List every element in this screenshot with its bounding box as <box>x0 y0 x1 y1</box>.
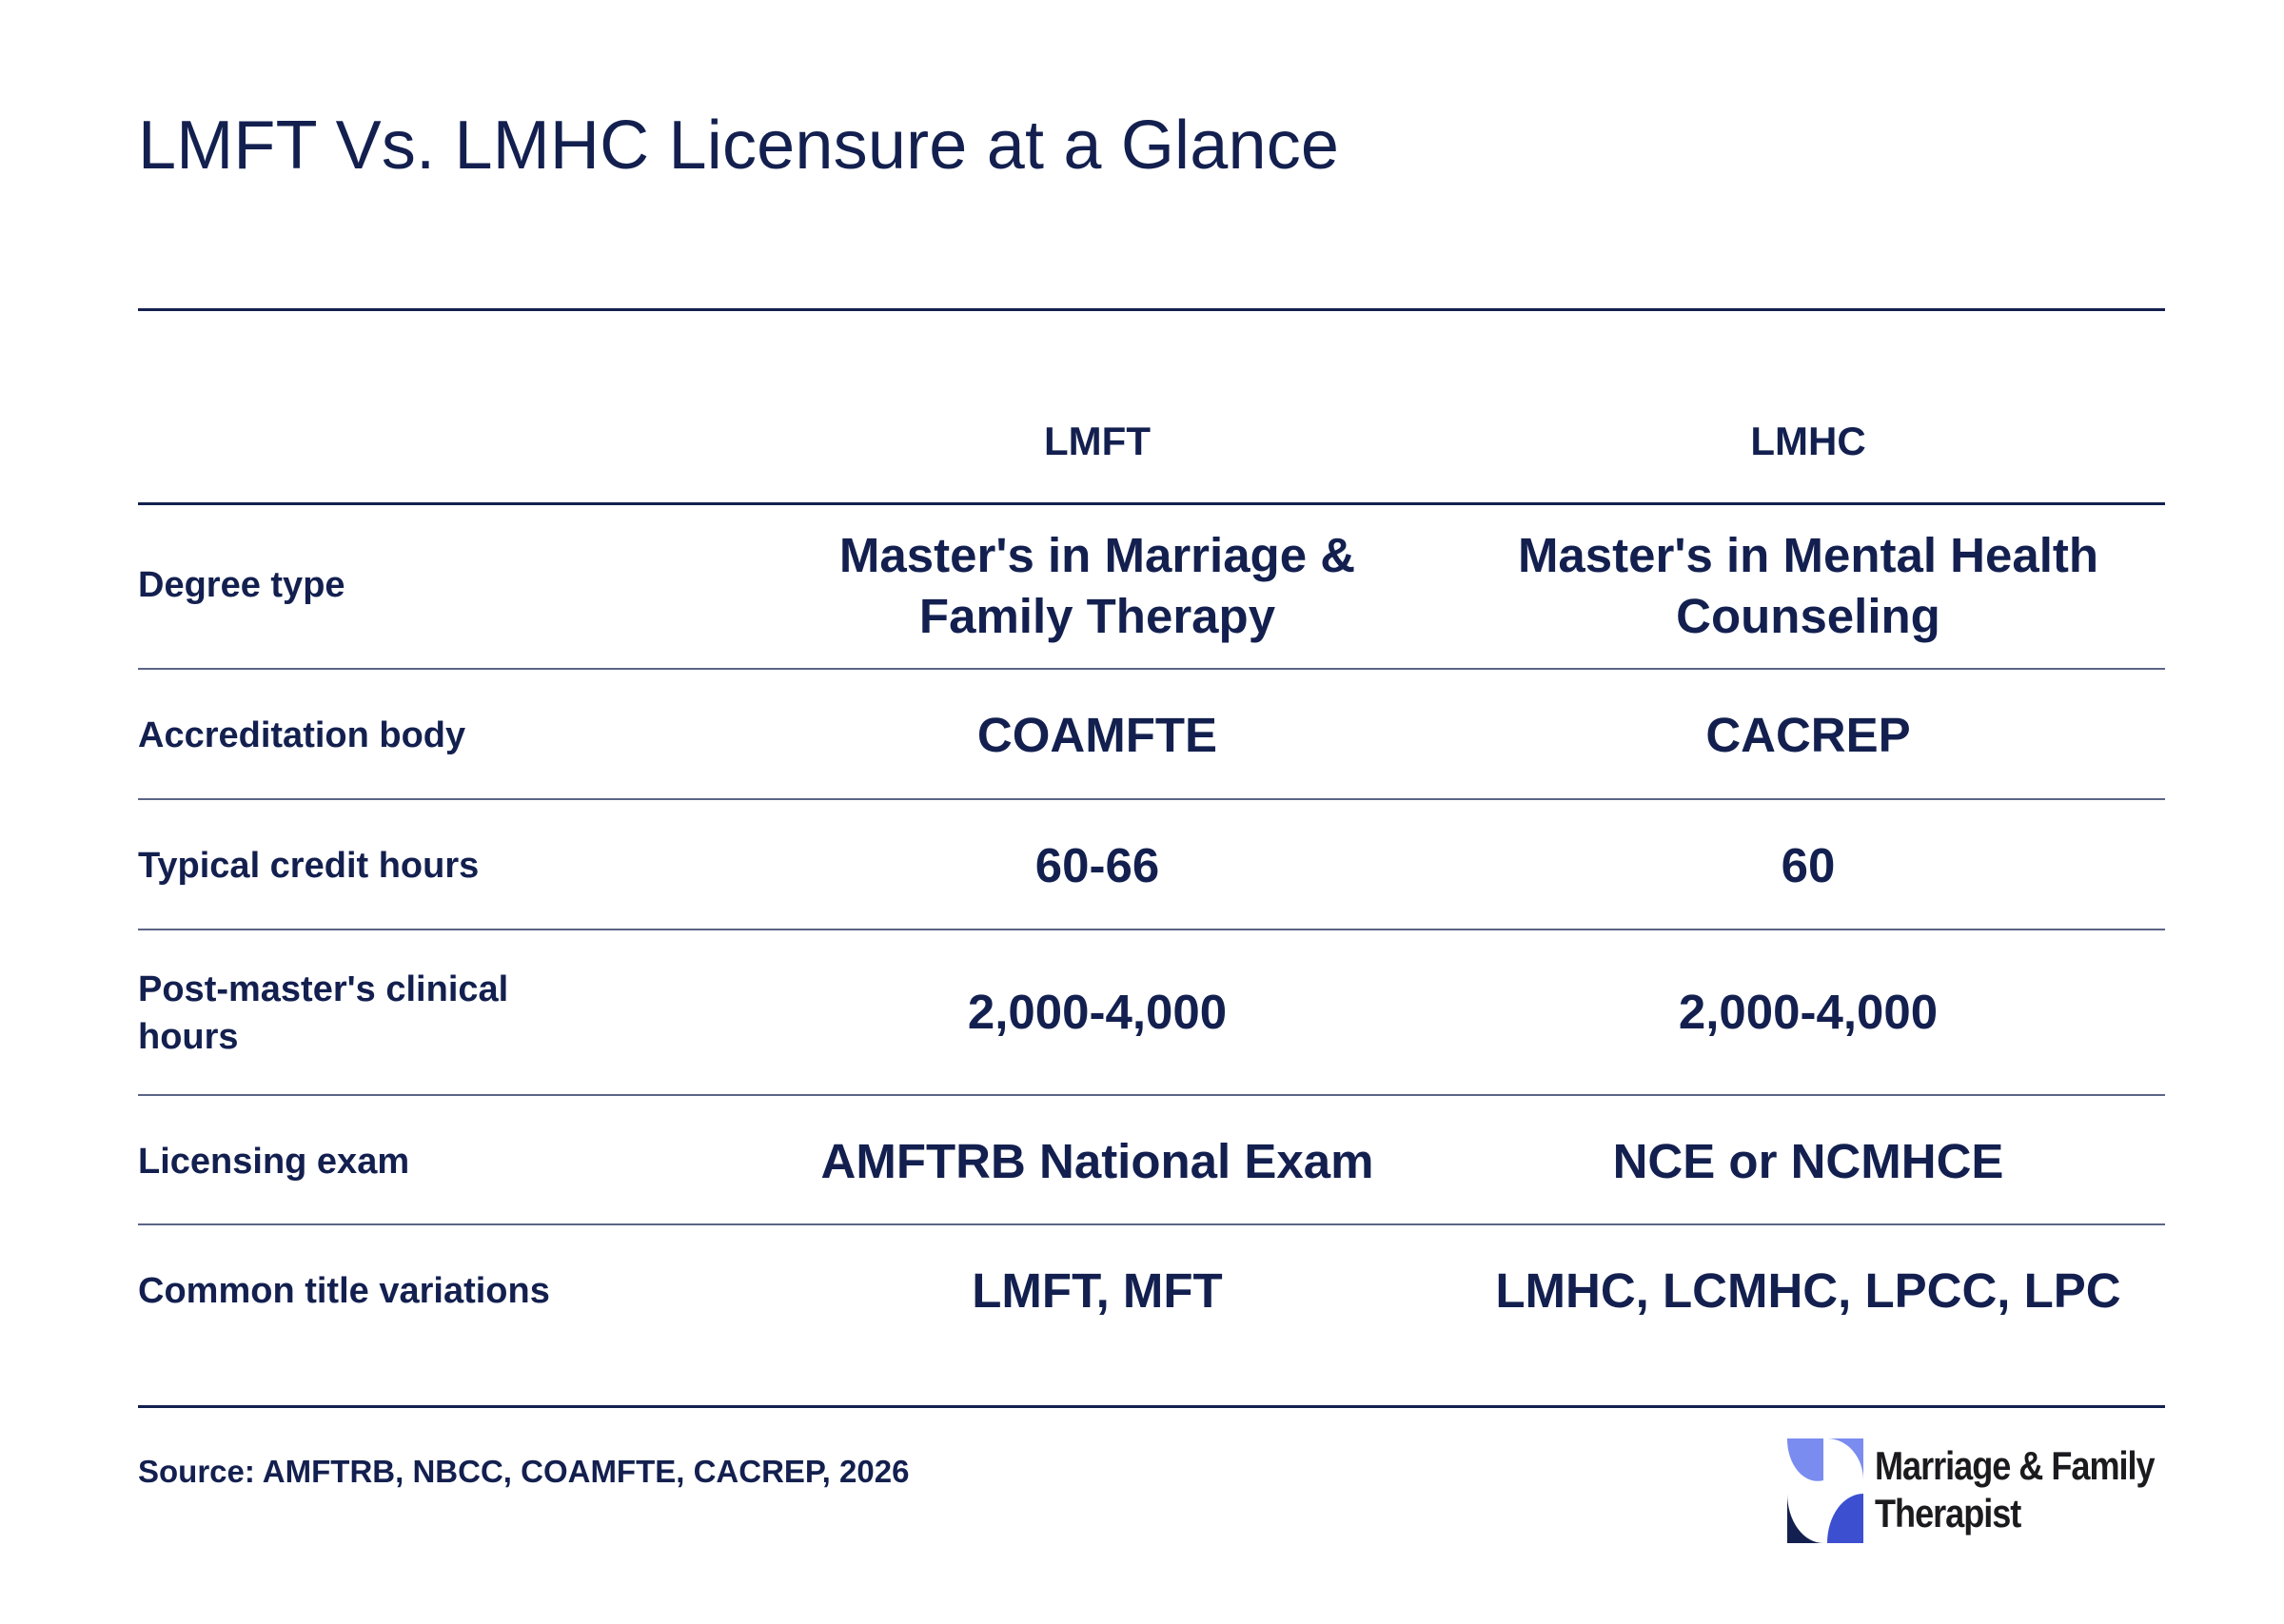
logo-line-1: Marriage & Family <box>1875 1443 2155 1488</box>
cell-lmft-accreditation-body: COAMFTE <box>976 708 1218 762</box>
row-label-typical-credit-hours: Typical credit hours <box>138 846 480 886</box>
row-label-degree-type: Degree type <box>138 565 345 605</box>
logo-line-2: Therapist <box>1875 1491 2021 1536</box>
cell-lmhc-licensing-exam: NCE or NCMHCE <box>1612 1134 2004 1188</box>
row-divider <box>138 929 2165 930</box>
row-divider <box>138 1223 2165 1225</box>
row-divider <box>138 798 2165 800</box>
cell-lmhc-post-masters-clinical-hours: 2,000-4,000 <box>1678 985 1939 1039</box>
brand-logo <box>1787 1438 2168 1545</box>
page-title: LMFT Vs. LMHC Licensure at a Glance <box>138 108 1340 184</box>
cell-lmhc-accreditation-body: CACREP <box>1705 708 1911 762</box>
pinwheel-logo-icon <box>1787 1438 1863 1543</box>
cell-lmhc-common-title-variations: LMHC, LCMHC, LPCC, LPC <box>1495 1263 2121 1318</box>
cell-lmft-typical-credit-hours: 60-66 <box>1034 838 1160 892</box>
cell-lmft-common-title-variations: LMFT, MFT <box>972 1263 1223 1318</box>
row-label-accreditation-body: Accreditation body <box>138 715 466 755</box>
cell-lmhc-degree-type: Master's in Mental Health Counseling <box>1517 528 2099 643</box>
row-divider <box>138 1094 2165 1096</box>
cell-lmft-licensing-exam: AMFTRB National Exam <box>820 1134 1374 1188</box>
source-note: Source: AMFTRB, NBCC, COAMFTE, CACREP, 2026 <box>138 1454 910 1489</box>
top-rule <box>138 308 2165 311</box>
logo-wordmark <box>1875 1442 2155 1537</box>
cell-lmft-post-masters-clinical-hours: 2,000-4,000 <box>967 985 1228 1039</box>
cell-lmhc-typical-credit-hours: 60 <box>1781 838 1836 892</box>
logo-petal-bottom-left <box>1787 1494 1823 1543</box>
cell-lmft-degree-type: Master's in Marriage & Family Therapy <box>838 528 1356 643</box>
logo-petal-top-right <box>1827 1438 1863 1480</box>
row-label-licensing-exam: Licensing exam <box>138 1142 410 1182</box>
row-divider <box>138 668 2165 670</box>
row-label-post-masters-clinical-hours: Post-master's clinical hours <box>138 969 509 1057</box>
bottom-rule <box>138 1405 2165 1408</box>
column-header-lmft: LMFT <box>1044 419 1151 463</box>
header-rule <box>138 502 2165 505</box>
row-label-common-title-variations: Common title variations <box>138 1271 550 1311</box>
logo-petal-top-left <box>1787 1438 1823 1481</box>
column-header-lmhc: LMHC <box>1750 419 1866 463</box>
logo-petal-bottom-right <box>1827 1494 1863 1543</box>
